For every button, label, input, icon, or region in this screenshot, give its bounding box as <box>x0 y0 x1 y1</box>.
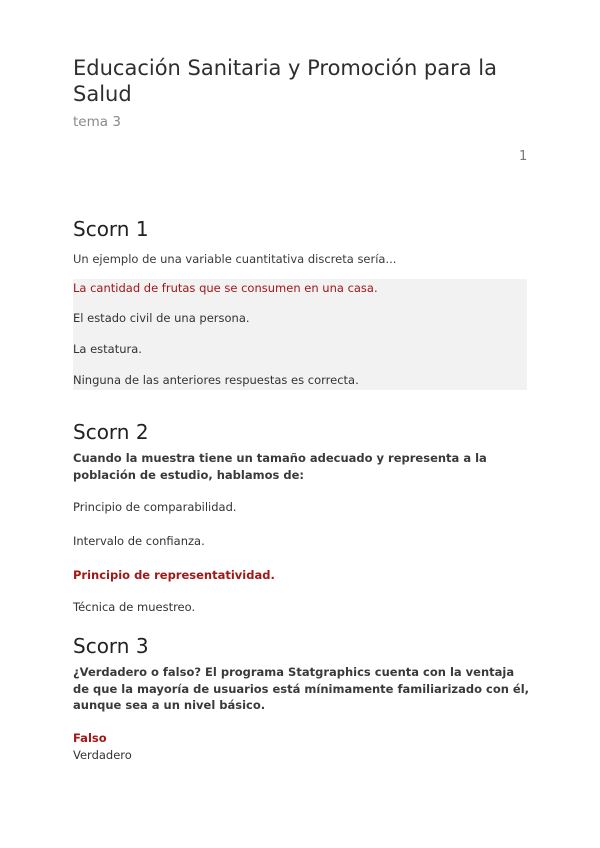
page-number: 1 <box>519 149 528 164</box>
scorn2-option: Intervalo de confianza. <box>73 534 205 548</box>
scorn1-question: Un ejemplo de una variable cuantitativa discreta sería... <box>73 252 397 266</box>
scorn2-question: Cuando la muestra tiene un tamaño adecuado y representa a la población de estudio, hablamos de: <box>73 451 487 482</box>
scorn1-option: La estatura. <box>73 342 142 356</box>
scorn3-heading: Scorn 3 <box>73 634 149 658</box>
scorn1-option: El estado civil de una persona. <box>73 311 250 325</box>
scorn1-heading: Scorn 1 <box>73 217 149 241</box>
scorn2-option: Principio de comparabilidad. <box>73 500 237 514</box>
scorn3-question: ¿Verdadero o falso? El programa Statgraphics cuenta con la ventaja de que la mayoría de usuarios está mínimamente familiarizado con él, aunque sea a un nivel básico. <box>73 665 530 712</box>
document-title: Educación Sanitaria y Promoción para la Salud <box>73 56 498 106</box>
scorn3-option: Verdadero <box>73 748 132 762</box>
scorn2-option-correct: Principio de representatividad. <box>73 568 275 582</box>
document-subtitle: tema 3 <box>73 114 121 130</box>
scorn2-option: Técnica de muestreo. <box>73 600 196 614</box>
scorn1-option-correct: La cantidad de frutas que se consumen en una casa. <box>73 281 378 295</box>
scorn3-option-correct: Falso <box>73 731 107 745</box>
scorn1-option: Ninguna de las anteriores respuestas es correcta. <box>73 373 359 387</box>
scorn2-heading: Scorn 2 <box>73 420 149 444</box>
